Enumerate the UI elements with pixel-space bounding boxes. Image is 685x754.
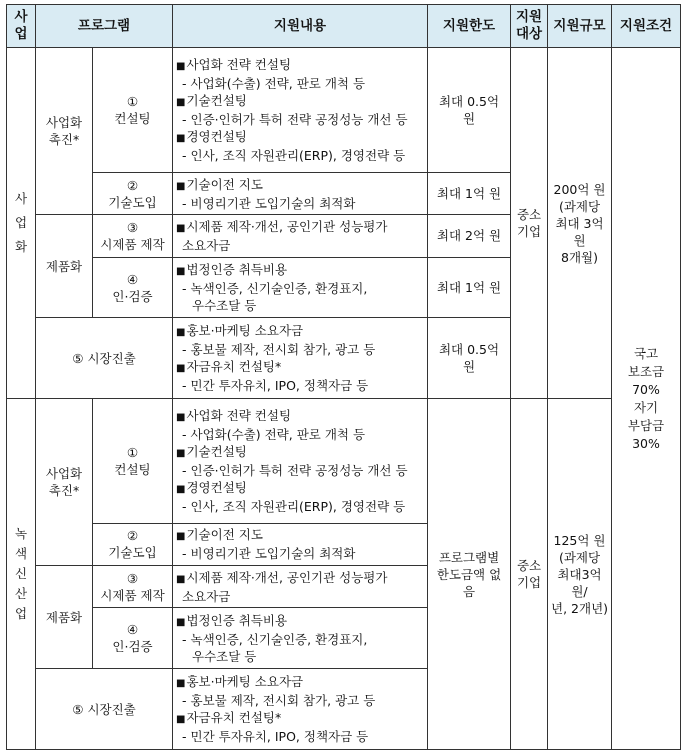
s1-certification-program: ④ 인·검증: [93, 257, 173, 318]
s2-consulting-program: ① 컨설팅: [93, 399, 173, 523]
s1-market-limit: 최대 0.5억 원: [428, 318, 511, 399]
s2-prototype-program: ③ 시제품 제작: [93, 565, 173, 607]
s1-tech-limit: 최대 1억 원: [428, 172, 511, 214]
s2-consulting-row: [7, 399, 681, 523]
s1-target: 중소 기업: [511, 48, 548, 399]
s1-consulting-limit: 최대 0.5억 원: [428, 48, 511, 172]
support-program-table: [6, 4, 681, 750]
s1-group-commercialization: 사업화 촉진*: [36, 48, 93, 215]
s2-market-content: ■ 홍보·마케팅 소요자금 - 홍보물 제작, 전시회 참가, 광고 등 ■ 자금유치 컨설팅* - 민간 투자유치, IPO, 정책자금 등: [173, 669, 428, 750]
s2-tech-content: ■ 기술이전 지도 - 비영리기관 도입기술의 최적화: [173, 523, 428, 565]
s1-prototype-limit: 최대 2억 원: [428, 215, 511, 257]
s1-group-productization: 제품화: [36, 215, 93, 318]
s2-market-program: ⑤ 시장진출: [36, 669, 173, 750]
s1-market-content: ■ 홍보·마케팅 소요자금 - 홍보물 제작, 전시회 참가, 광고 등 ■ 자금유치 컨설팅* - 민간 투자유치, IPO, 정책자금 등: [173, 318, 428, 399]
s1-certification-content: ■ 법정인증 취득비용 - 녹색인증, 신기술인증, 환경표지, 우수조달 등: [173, 257, 428, 318]
header-program: 프로그램: [36, 5, 173, 48]
s2-group-productization: 제품화: [36, 565, 93, 668]
s2-target: 중소 기업: [511, 399, 548, 750]
header-limit: 지원한도: [428, 5, 511, 48]
s2-consulting-content: ■ 사업화 전략 컨설팅 - 사업화(수출) 전략, 판로 개척 등 ■ 기술컨설팅 - 인증·인허가 특허 전략 공정성능 개선 등 ■ 경영컨설팅 - 인사, 조직 자원관리(ERP), 경영전략 등: [173, 399, 428, 523]
s2-tech-program: ② 기술도입: [93, 523, 173, 565]
s1-consulting-content: ■ 사업화 전략 컨설팅 - 사업화(수출) 전략, 판로 개척 등 ■ 기술컨설팅 - 인증·인허가 특허 전략 공정성능 개선 등 ■ 경영컨설팅 - 인사, 조직 자원관리(ERP), 경영전략 등: [173, 48, 428, 172]
s2-certification-program: ④ 인·검증: [93, 608, 173, 669]
s1-market-program: ⑤ 시장진출: [36, 318, 173, 399]
s2-certification-content: ■ 법정인증 취득비용 - 녹색인증, 신기술인증, 환경표지, 우수조달 등: [173, 608, 428, 669]
s2-limit: 프로그램별 한도금액 없음: [428, 399, 511, 750]
s1-certification-limit: 최대 1억 원: [428, 257, 511, 318]
s2-group-commercialization: 사업화 촉진*: [36, 399, 93, 566]
s2-division: 녹색신산업: [7, 399, 36, 750]
s1-tech-content: ■ 기술이전 지도 - 비영리기관 도입기술의 최적화: [173, 172, 428, 214]
header-content: 지원내용: [173, 5, 428, 48]
s1-consulting-program: ① 컨설팅: [93, 48, 173, 172]
s1-scale: 200억 원 (과제당 최대 3억 원 8개월): [548, 48, 612, 399]
header-row: [7, 5, 681, 48]
s1-prototype-program: ③ 시제품 제작: [93, 215, 173, 257]
s1-division: 사업화: [7, 48, 36, 399]
s2-prototype-content: ■ 시제품 제작·개선, 공인기관 성능평가 소요자금: [173, 565, 428, 607]
support-condition: 국고 보조금 70% 자기 부담금 30%: [612, 48, 681, 750]
header-division: 사업: [7, 5, 36, 48]
s1-prototype-content: ■ 시제품 제작·개선, 공인기관 성능평가 소요자금: [173, 215, 428, 257]
s2-scale: 125억 원 (과제당 최대3억원/ 년, 2개년): [548, 399, 612, 750]
header-target: 지원 대상: [511, 5, 548, 48]
header-scale: 지원규모: [548, 5, 612, 48]
s1-consulting-row: [7, 48, 681, 172]
s1-tech-program: ② 기술도입: [93, 172, 173, 214]
header-condition: 지원조건: [612, 5, 681, 48]
